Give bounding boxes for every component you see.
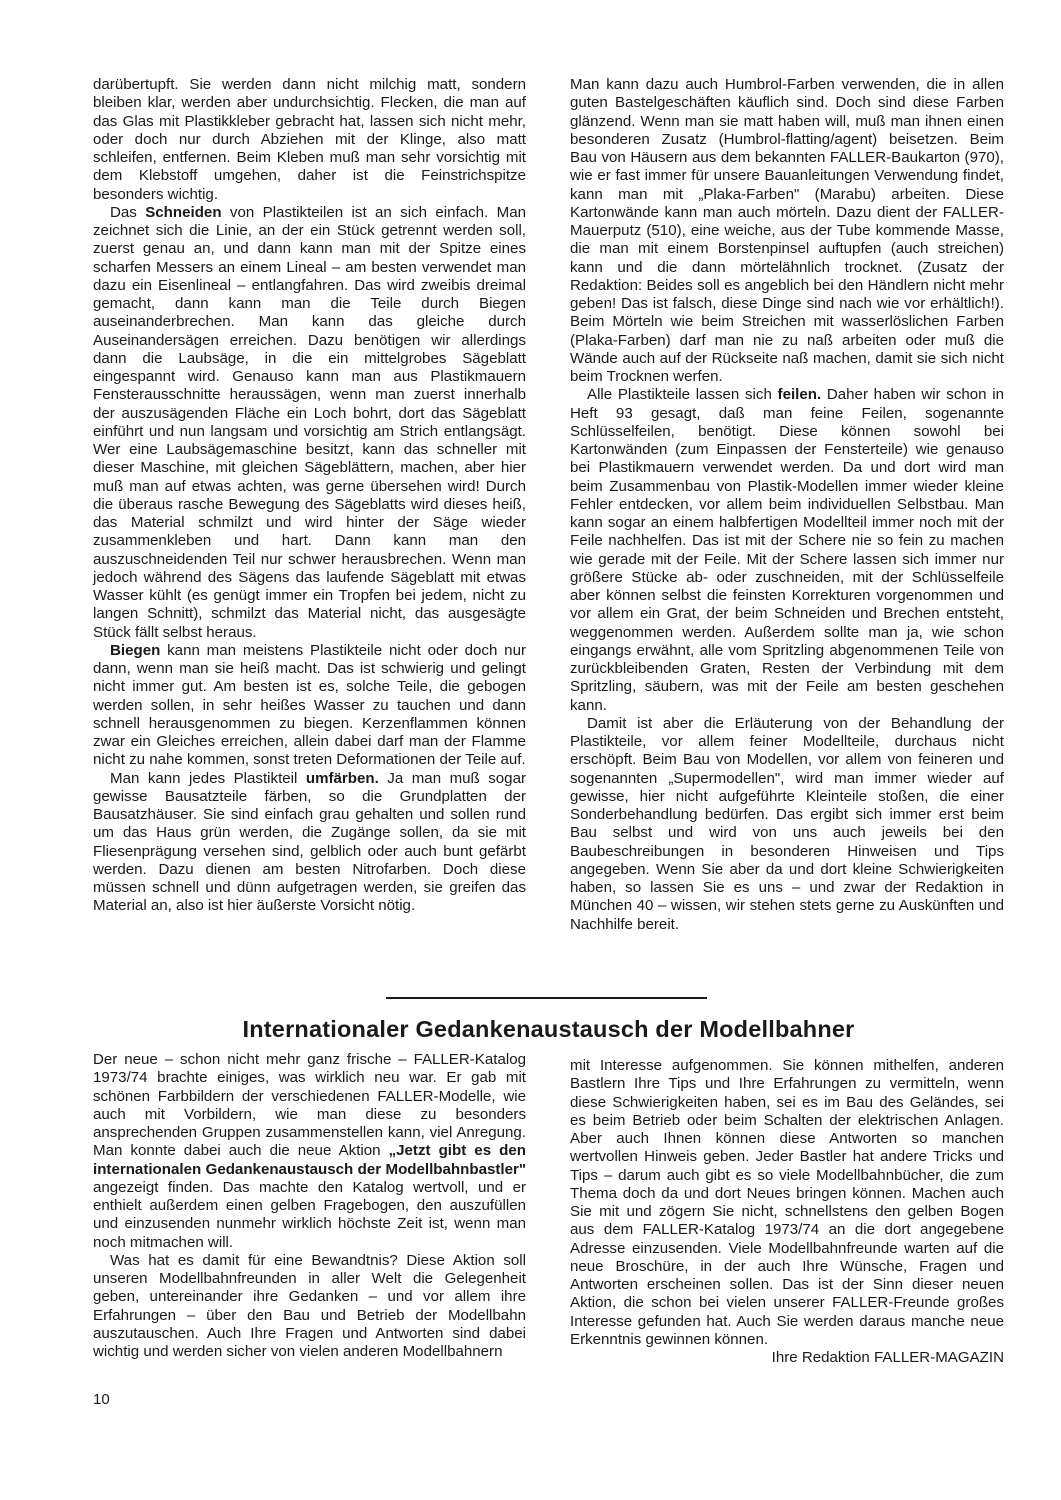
text-run: Das bbox=[110, 203, 146, 221]
text-run: Daher haben wir schon in Heft 93 gesagt, daß man feine Feilen, sogenannte Schlüsselfeilen, benötigt. Diese können sowohl bei Kartonwänden (zum Einpassen der Fensterteile) wie genauso bei Plastikmauern verwendet werden. Da und dort wird man beim Zusammenbau von Plastik-Modellen immer wieder kleine Fehler entdecken, vor allem beim individuellen Selbstbau. Man kann sogar an einem halbfertigen Modellteil immer noch mit der Feile nachhelfen. Das ist mit der Schere nie so fein zu machen wie gerade mit der Feile. Mit der Schere lassen sich immer nur größere Stücke ab- oder zuschneiden, mit der Schlüsselfeile aber können selbst die feinsten Korrekturen vorgenommen und vor allem ein Grat, der beim Schneiden und Brechen entsteht, weggenommen werden. Außerdem sollte man ja, wie schon eingangs erwähnt, alle vom Spritzling abgenommenen Teile von zurückbleibenden Graten, Resten der Verbindung mit dem Spritzling, säubern, was mit der Feile am besten geschehen kann. bbox=[570, 386, 1005, 714]
bold-keyword: umfärben. bbox=[305, 769, 379, 787]
paragraph: Was hat es damit für eine Bewandtnis? Diese Aktion soll unseren Modellbahnfreunden in aller Welt die Gelegenheit geben, untereinander ihre Gedanken – und vor allem ihre Erfahrungen – über den Bau und Betrieb der Modellbahn auszutauschen. Auch Ihre Fragen und Antworten sind dabei wichtig und werden sicher von vielen anderen Modellbahnern bbox=[93, 1251, 526, 1360]
paragraph: mit Interesse aufgenommen. Sie können mithelfen, anderen Bastlern Ihre Tips und Ihre Erfahrungen zu vermitteln, wenn diese Schwierigkeiten haben, sei es im Bau des Geländes, sei es beim Betrieb oder beim Schalten der elektrischen Anlagen. Aber auch Ihnen können diese Antworten so manchen wertvollen Hinweis geben. Jeder Bastler hat andere Tricks und Tips – darum auch gibt es so viele Modellbahnbücher, die zum Thema doch da und dort Neues bringen können. Machen auch Sie mit und zögern Sie nicht, schnellstens den gelben Bogen aus dem FALLER-Katalog 1973/74 an die dort angegebene Adresse einzusenden. Viele Modellbahnfreunde warten auf die neue Broschüre, in der auch Ihre Wünsche, Fragen und Antworten erscheinen sollen. Das ist der Sinn dieser neuen Aktion, die schon bei vielen unserer FALLER-Freunde großes Interesse gefunden hat. Auch Sie werden daraus manche neue Erkenntnis gewinnen können. bbox=[570, 1057, 1004, 1348]
paragraph-feilen bbox=[570, 386, 1004, 715]
text-run: angezeigt finden. Das machte den Katalog wertvoll, und er enthielt außerdem einen gelben Fragebogen, den auszufüllen und einzusenden nunmehr wirklich höchste Zeit ist, wenn man noch mitmachen will. bbox=[93, 1178, 526, 1251]
paragraph: Damit ist aber die Erläuterung von der Behandlung der Plastikteile, vor allem feiner Modellteile, durchaus nicht erschöpft. Beim Bau von Modellen, vor allem von feineren und sogenannten „Supermodellen", wird man immer wieder auf gewisse, hier nicht aufgeführte Kleinteile stoßen, die einer Sonderbehandlung bedürfen. Das ergibt sich immer erst beim Bau selbst und wird von uns auch jeweils bei den Baubeschreibungen in besonderen Hinweisen und Tips angegeben. Wenn Sie aber da und dort kleine Schwierigkeiten haben, so lassen Sie es uns – und zwar der Redaktion in München 40 – wissen, wir stehen stets gerne zu Auskünften und Nachhilfe bereit. bbox=[570, 714, 1004, 933]
text-run: Ja man muß sogar gewisse Bausatzteile färben, so die Grundplatten der Bausatzhäuser. Sie sind einfach grau gehalten und sollen rund um das Haus grün werden, die Zugänge sollen, da sie mit Fliesenprägung versehen sind, gelblich oder auch bunt gefärbt werden. Dazu dienen am besten Nitrofarben. Doch diese müssen schnell und dünn aufgetragen werden, sie greifen das Material an, also ist hier äußerste Vorsicht nötig. bbox=[93, 769, 526, 915]
article-column-bottom-right bbox=[570, 1057, 1004, 1367]
paragraph-umfaerben bbox=[93, 770, 526, 916]
text-run: Alle Plastikteile lassen sich bbox=[587, 386, 778, 404]
paragraph bbox=[93, 1051, 526, 1252]
text-run: Der neue – schon nicht mehr ganz frische – FALLER-Katalog 1973/74 brachte einiges, was wirklich neu war. Er gab mit schönen Farbbildern der verschiedenen FALLER-Modelle, wie auch mit Vorbildern, wie man diese zu besonders ansprechenden Gruppen zusammenstellen kann, viel Anregung. Man konnte dabei auch die neue Aktion bbox=[93, 1051, 526, 1160]
page-number: 10 bbox=[93, 1391, 110, 1408]
bold-keyword: Schneiden bbox=[145, 203, 222, 221]
section-divider bbox=[386, 997, 707, 999]
text-run: Man kann jedes Plastikteil bbox=[110, 769, 306, 787]
section-headline: Internationaler Gedankenaustausch der Modellbahner bbox=[242, 1016, 855, 1042]
bold-keyword: feilen. bbox=[777, 386, 822, 404]
article-column-bottom-left bbox=[93, 1051, 526, 1361]
paragraph-biegen bbox=[93, 642, 526, 770]
bold-keyword: Biegen bbox=[110, 641, 161, 659]
paragraph: darübertupft. Sie werden dann nicht milchig matt, sondern bleiben klar, werden aber undurchsichtig. Flecken, die man auf das Glas mit Plastikkleber gebracht hat, lassen sich nicht mehr, oder doch nur durch Abziehen mit der Klinge, also matt schleifen, entfernen. Beim Kleben muß man sehr vorsichtig mit dem Klebstoff umgehen, daher ist die Feinstrichspitze besonders wichtig. bbox=[93, 76, 526, 203]
text-run: kann man meistens Plastikteile nicht oder doch nur dann, wenn man sie heiß macht. Das ist schwierig und gelingt nicht immer gut. Am besten ist es, solche Teile, die gebogen werden sollen, in sehr heißes Wasser zu tauchen und dann schnell herausgenommen zu biegen. Kerzenflammen können zwar ein Gleiches erreichen, allein dabei darf man der Flamme nicht zu nahe kommen, sonst treten Deformationen der Teile auf. bbox=[93, 641, 526, 769]
bold-keyword: „Jetzt gibt es den internationalen Gedankenaustausch der Modellbahnbastler" bbox=[93, 1142, 526, 1178]
article-column-top-left bbox=[93, 76, 526, 916]
signature: Ihre Redaktion FALLER-MAGAZIN bbox=[771, 1349, 1004, 1366]
paragraph-schneiden bbox=[93, 204, 526, 642]
paragraph: Man kann dazu auch Humbrol-Farben verwenden, die in allen guten Bastelgeschäften käuflich sind. Doch sind diese Farben glänzend. Wenn man sie matt haben will, muß man ihnen einen besonderen Zusatz (Humbrol-flatting/agent) beisetzen. Beim Bau von Häusern aus dem bekannten FALLER-Baukarton (970), wie er fast immer für unsere Bauanleitungen Verwendung findet, kann man mit „Plaka-Farben" (Marabu) arbeiten. Diese Kartonwände kann man auch mörteln. Dazu dient der FALLER-Mauerputz (510), eine weiche, aus der Tube kommende Masse, die man mit einem Borstenpinsel auftupfen (auch streichen) kann und die dann mörtelähnlich trocknet. (Zusatz der Redaktion: Beides soll es angeblich bei den Händlern nicht mehr geben! Das ist falsch, diese Dinge sind nach wie vor erhältlich!). Beim Mörteln wie beim Streichen mit wasserlöslichen Farben (Plaka-Farben) darf man nie zu naß arbeiten oder muß die Wände auch auf der Rückseite naß machen, damit sie sich nicht beim Trocknen werfen. bbox=[570, 76, 1004, 385]
text-run: von Plastikteilen ist an sich einfach. Man zeichnet sich die Linie, an der ein Stück getrennt werden soll, zuerst genau an, und dann kann man mit der Spitze eines scharfen Messers an einem Lineal – am besten verwendet man dazu ein Eisenlineal – entlangfahren. Das wird zweibis dreimal gemacht, dann kann man die Teile durch Biegen auseinanderbrechen. Man kann das gleiche durch Auseinandersägen erreichen. Dazu benötigen wir allerdings dann die Laubsäge, in die ein mittelgrobes Sägeblatt eingespannt wird. Genauso kann man aus Plastikmauern Fensterausschnitte heraussägen, wenn man zuerst innerhalb der auszusägenden Fläche ein Loch bohrt, dort das Sägeblatt einführt und nun langsam und vorsichtig am Strich entlangsägt. Wer eine Laubsägemaschine besitzt, kann das schneller mit dieser Maschine, mit gleichen Sägeblättern, machen, aber hier muß man auf etwas achten, was gerne übersehen wird! Durch die überaus rasche Bewegung des Sägeblatts wird dieses heiß, das Material schmilzt und wird hinter der Säge wieder zusammenkleben und hart. Dann kann man den auszuschneidenden Teil nur schwer herausbrechen. Wenn man jedoch während des Sägens das laufende Sägeblatt mit etwas Wasser kühlt (es genügt immer ein Tropfen bei jedem, nicht zu langen Schnitt), schmilzt das Material nicht, das ausgesägte Stück fällt selbst heraus. bbox=[93, 203, 526, 641]
article-column-top-right bbox=[570, 76, 1004, 934]
